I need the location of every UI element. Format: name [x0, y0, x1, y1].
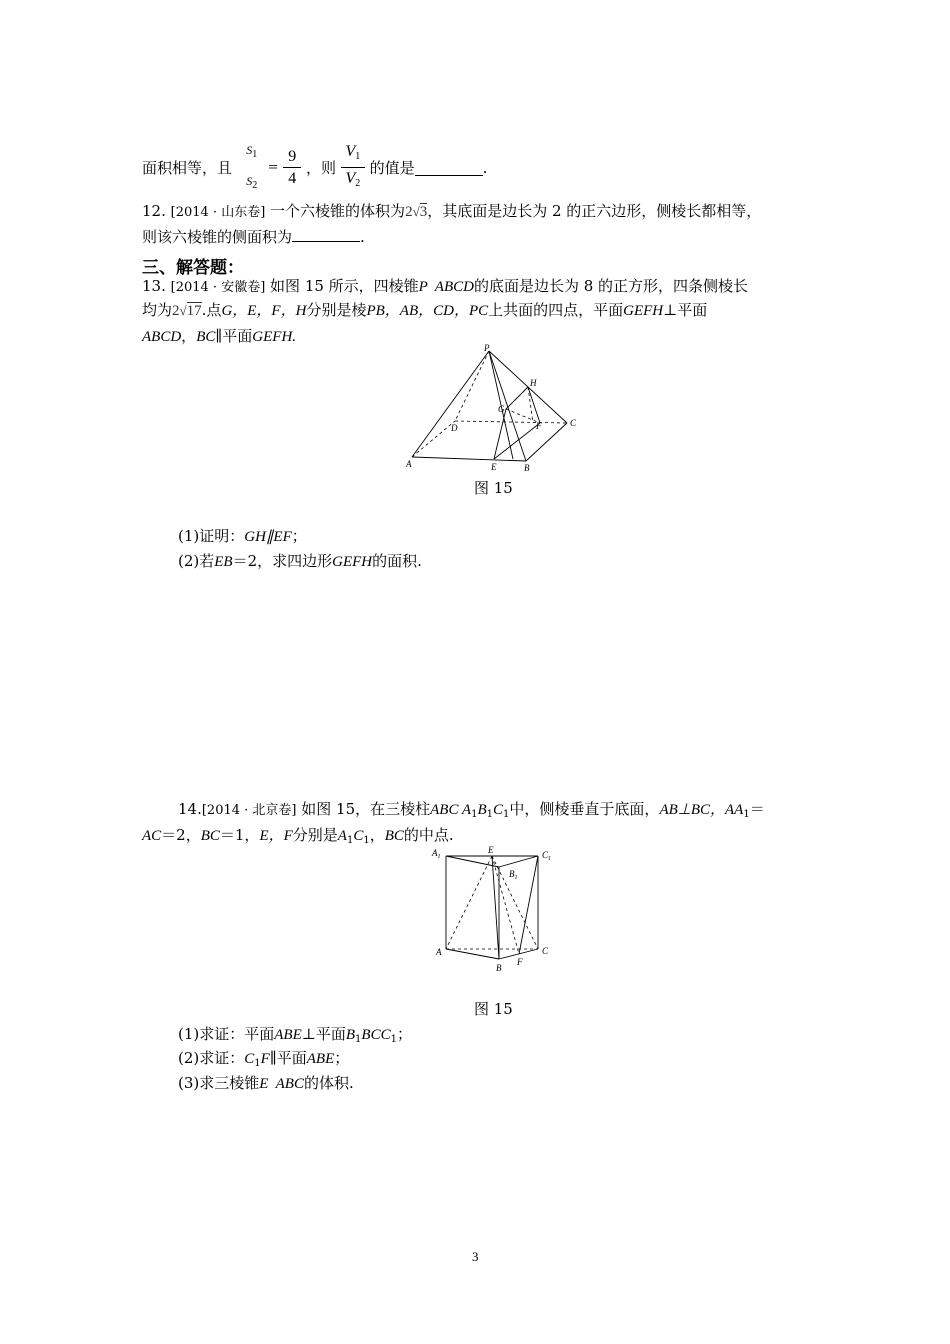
question-14-line-2: AC＝2，BC＝1，E，F分别是$A_1C_1$，BC的中点. [142, 826, 454, 846]
question-14-part-2: (2)求证：$C_1F\parallel$平面ABE； [178, 1049, 350, 1069]
equals-sign: = [267, 160, 279, 175]
label-B1: $B_1$ [509, 869, 518, 881]
question-number: 12. [142, 202, 166, 220]
figure-caption: 图 15 [474, 1000, 513, 1018]
question-13-line-3: ABCD，BC∥平面GEFH. [142, 327, 297, 345]
page-number: 3 [472, 1249, 479, 1264]
ratio-suffix: 的值是 [369, 159, 415, 177]
question-14-line-1: 14.[2014 · 北京卷] 如图 15，在三棱柱ABC $A_1B_1C_1$中，侧棱垂直于底面，AB⊥BC，$AA_1=$ [178, 800, 765, 820]
label-C: C [570, 418, 577, 428]
radical-expression: 2√17 [172, 303, 202, 319]
ratio-mid: ，则 [306, 159, 337, 177]
question-13-part-1: (1)证明：GH∥EF； [178, 527, 307, 545]
fill-in-line-ratio: 面积相等，且 $S_1$ $S_2$ = $\frac{9}{4}$ ，则 $\frac{V_1}{V_2}$ 的值是 . [142, 140, 487, 190]
label-C1: $C_1$ [542, 850, 552, 862]
label-H: H [530, 378, 537, 388]
answer-blank [415, 161, 483, 176]
question-source: [2014 · 山东卷] [170, 205, 266, 220]
label-F: F [536, 421, 542, 431]
label-C: C [542, 946, 549, 956]
question-13-part-2: (2)若EB＝2，求四边形GEFH的面积. [178, 552, 422, 570]
question-12-line-1: 12. [2014 · 山东卷] 一个六棱锥的体积为2√3，其底面是边长为 2 的正六边形，侧棱长都相等， [142, 202, 762, 220]
question-number: 13. [142, 277, 166, 295]
label-G: G [498, 404, 505, 414]
label-B: B [524, 463, 530, 473]
question-number: 14. [178, 800, 202, 818]
question-12-line-2: 则该六棱锥的侧面积为 . [142, 228, 365, 246]
label-B: B [496, 963, 502, 973]
question-source: [2014 · 北京卷] [201, 803, 297, 818]
label-P: P [484, 343, 490, 353]
radical-expression: 2√3 [405, 204, 428, 220]
question-13-line-1: 13. [2014 · 安徽卷] 如图 15 所示，四棱锥P ABCD的底面是边长为 8 的正方形，四条侧棱长 [142, 277, 749, 295]
question-14-part-3: (3)求三棱锥E ABC的体积. [178, 1074, 354, 1092]
label-D: D [451, 423, 458, 433]
question-source: [2014 · 安徽卷] [170, 280, 266, 295]
fraction-s1-s2: $S_1$ $S_2$ [246, 143, 258, 191]
label-A: A [406, 459, 412, 469]
fraction-v1-v2: $\frac{V_1}{V_2}$ [341, 142, 365, 195]
label-F: F [517, 957, 523, 967]
section-heading: 三、解答题： [142, 258, 244, 278]
question-14-part-1: (1)求证：平面ABE⊥平面$B_1BCC_1$； [178, 1025, 412, 1045]
label-E: E [488, 845, 494, 855]
label-E: E [491, 462, 497, 472]
prism-figure [428, 843, 558, 975]
figure-caption: 图 15 [474, 479, 513, 497]
label-A: A [436, 947, 442, 957]
answer-blank [292, 227, 360, 242]
ratio-prefix: 面积相等，且 [142, 159, 233, 177]
fraction-9-4: $\frac{9}{4}$ [283, 147, 301, 190]
question-13-line-2: 均为2√17.点G，E，F，H分别是棱PB，AB，CD，PC上共面的四点，平面GEFH⊥平面 [142, 301, 708, 319]
pyramid-figure [400, 343, 585, 475]
label-A1: $A_1$ [432, 848, 441, 860]
